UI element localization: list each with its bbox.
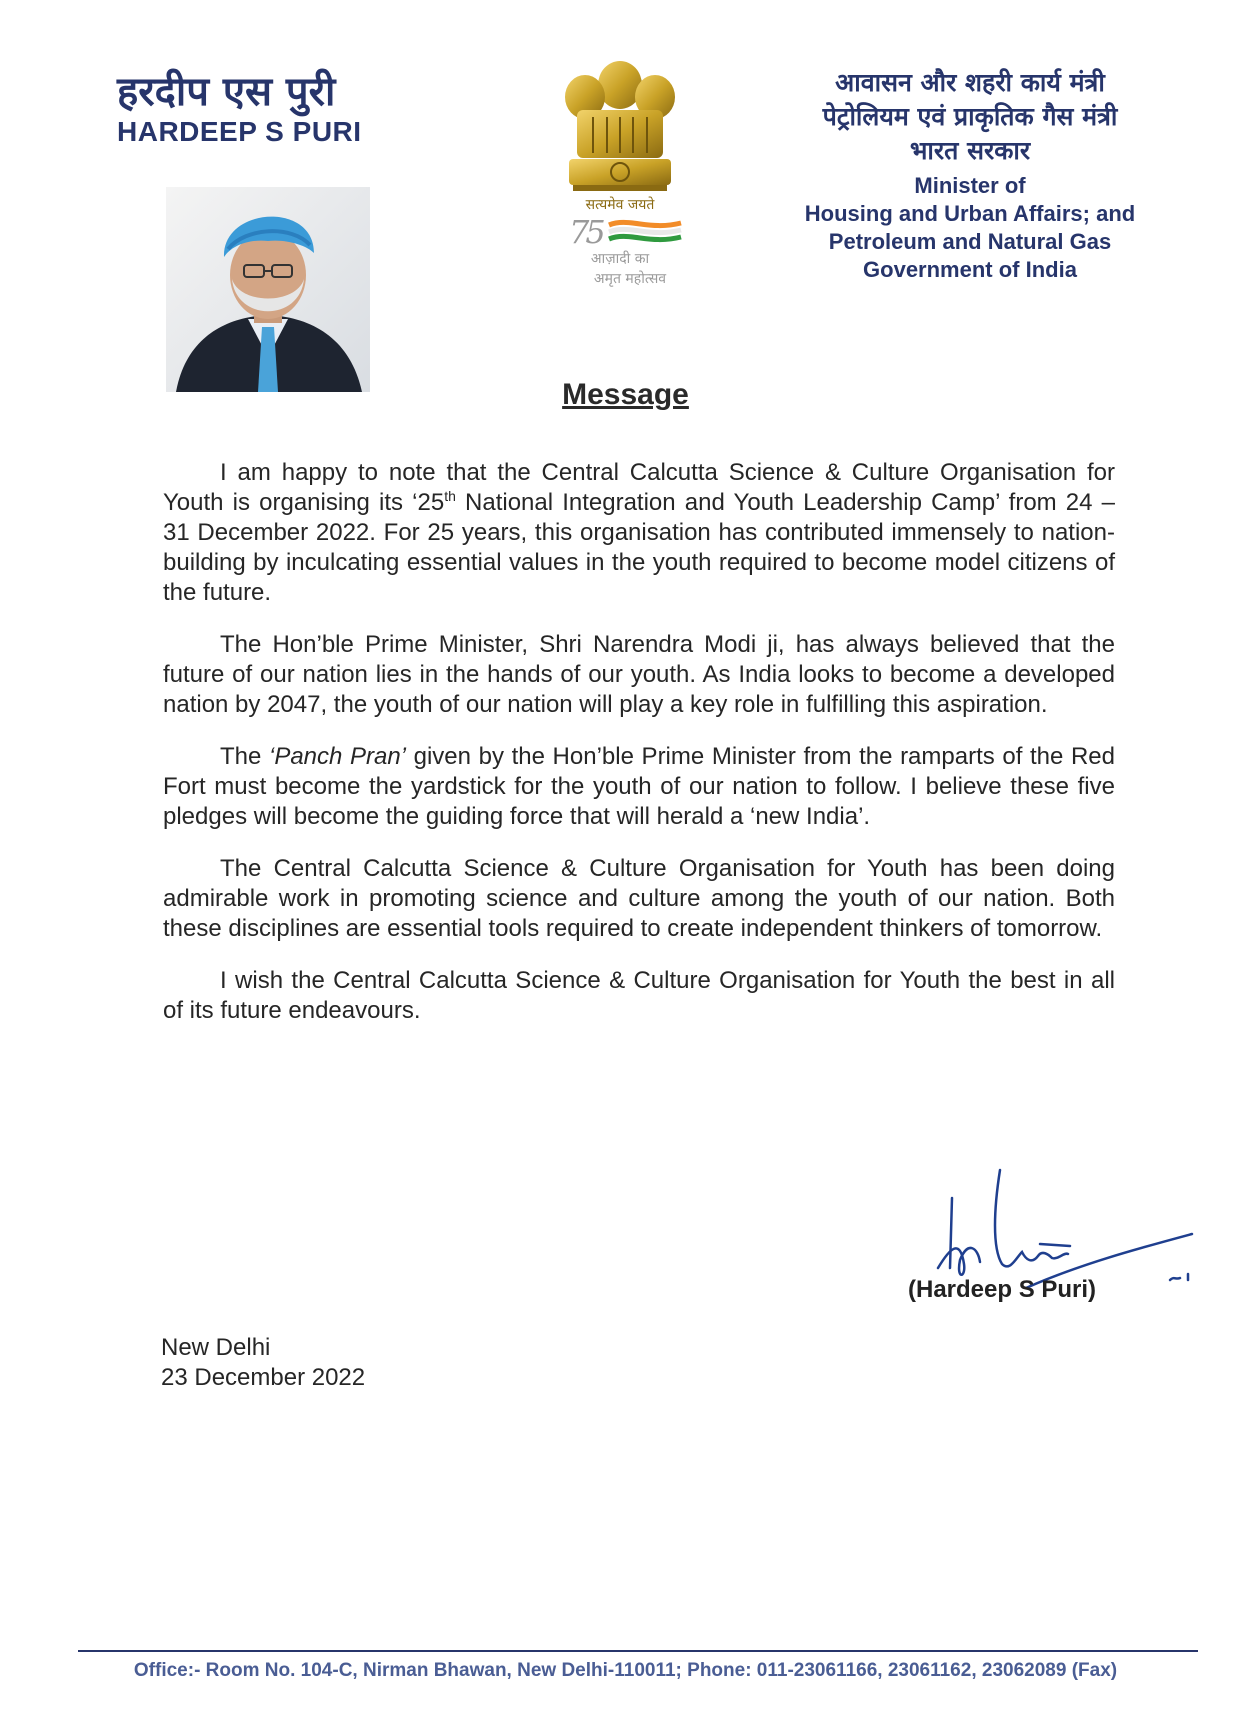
paragraph-2: The Hon’ble Prime Minister, Shri Narendra Modi ji, has always believed that the future of our nation lies in the hands of our youth. As India looks to become a developed nation by 2047, the youth of our nation will play a key role in fulfilling this aspiration.	[163, 631, 1115, 718]
ministerial-title	[760, 66, 1180, 284]
minister-name-english: HARDEEP S PURI	[117, 116, 362, 147]
title-english-line4: Government of India	[863, 257, 1077, 282]
office-address-footer: Office:- Room No. 104-C, Nirman Bhawan, New Delhi-110011; Phone: 011-23061166, 23061162, 23062089 (Fax)	[133, 1660, 1118, 1681]
message-body	[163, 458, 1115, 1048]
ashoka-lion-capital-icon	[555, 55, 685, 195]
title-hindi-line1: आवासन और शहरी कार्य मंत्री	[835, 68, 1105, 97]
tricolour-flag-icon	[605, 217, 685, 247]
emblem-motto: सत्यमेव जयते	[585, 197, 655, 213]
footer-divider	[78, 1650, 1198, 1652]
place: New Delhi	[161, 1334, 271, 1361]
paragraph-4: The Central Calcutta Science & Culture Organisation for Youth has been doing admirable work in promoting science and culture among the youth of our nation. Both these disciplines are essential tools required to create independent thinkers of tomorrow.	[163, 855, 1115, 942]
minister-portrait	[166, 187, 370, 392]
azadi-text-line1: आज़ादी का	[590, 251, 650, 267]
paragraph-1: I am happy to note that the Central Calcutta Science & Culture Organisation for Youth is organising its ‘25th National Integration and Youth Leadership Camp’ from 24 – 31 December 2022. For 25 years, this organisation has contributed immensely to nation-building by inculcating essential values in the youth required to become model citizens of the future.	[163, 459, 1115, 606]
title-hindi-line3: भारत सरकार	[909, 136, 1031, 165]
date: 23 December 2022	[161, 1364, 366, 1391]
title-hindi-line2: पेट्रोलियम एवं प्राकृतिक गैस मंत्री	[822, 102, 1118, 131]
azadi-number: 75	[569, 213, 602, 251]
azadi-text-line2: अमृत महोत्सव	[593, 271, 667, 287]
azadi-75-logo	[565, 213, 685, 251]
place-date-block	[161, 1333, 365, 1393]
signer-name: (Hardeep S Puri)	[908, 1276, 1097, 1303]
state-emblem	[555, 55, 685, 300]
paragraph-3: The ‘Panch Pran’ given by the Hon’ble Prime Minister from the ramparts of the Red Fort must become the yardstick for the youth of our nation to follow. I believe these five pledges will become the guiding force that will herald a ‘new India’.	[163, 743, 1116, 830]
title-english-line3: Petroleum and Natural Gas	[828, 229, 1112, 254]
paragraph-5: I wish the Central Calcutta Science & Culture Organisation for Youth the best in all of its future endeavours.	[163, 967, 1115, 1024]
minister-name-hindi: हरदीप एस पुरी	[117, 69, 336, 115]
title-english-line2: Housing and Urban Affairs; and	[804, 201, 1136, 226]
message-heading: Message	[562, 378, 689, 411]
title-english-line1: Minister of	[914, 173, 1026, 198]
